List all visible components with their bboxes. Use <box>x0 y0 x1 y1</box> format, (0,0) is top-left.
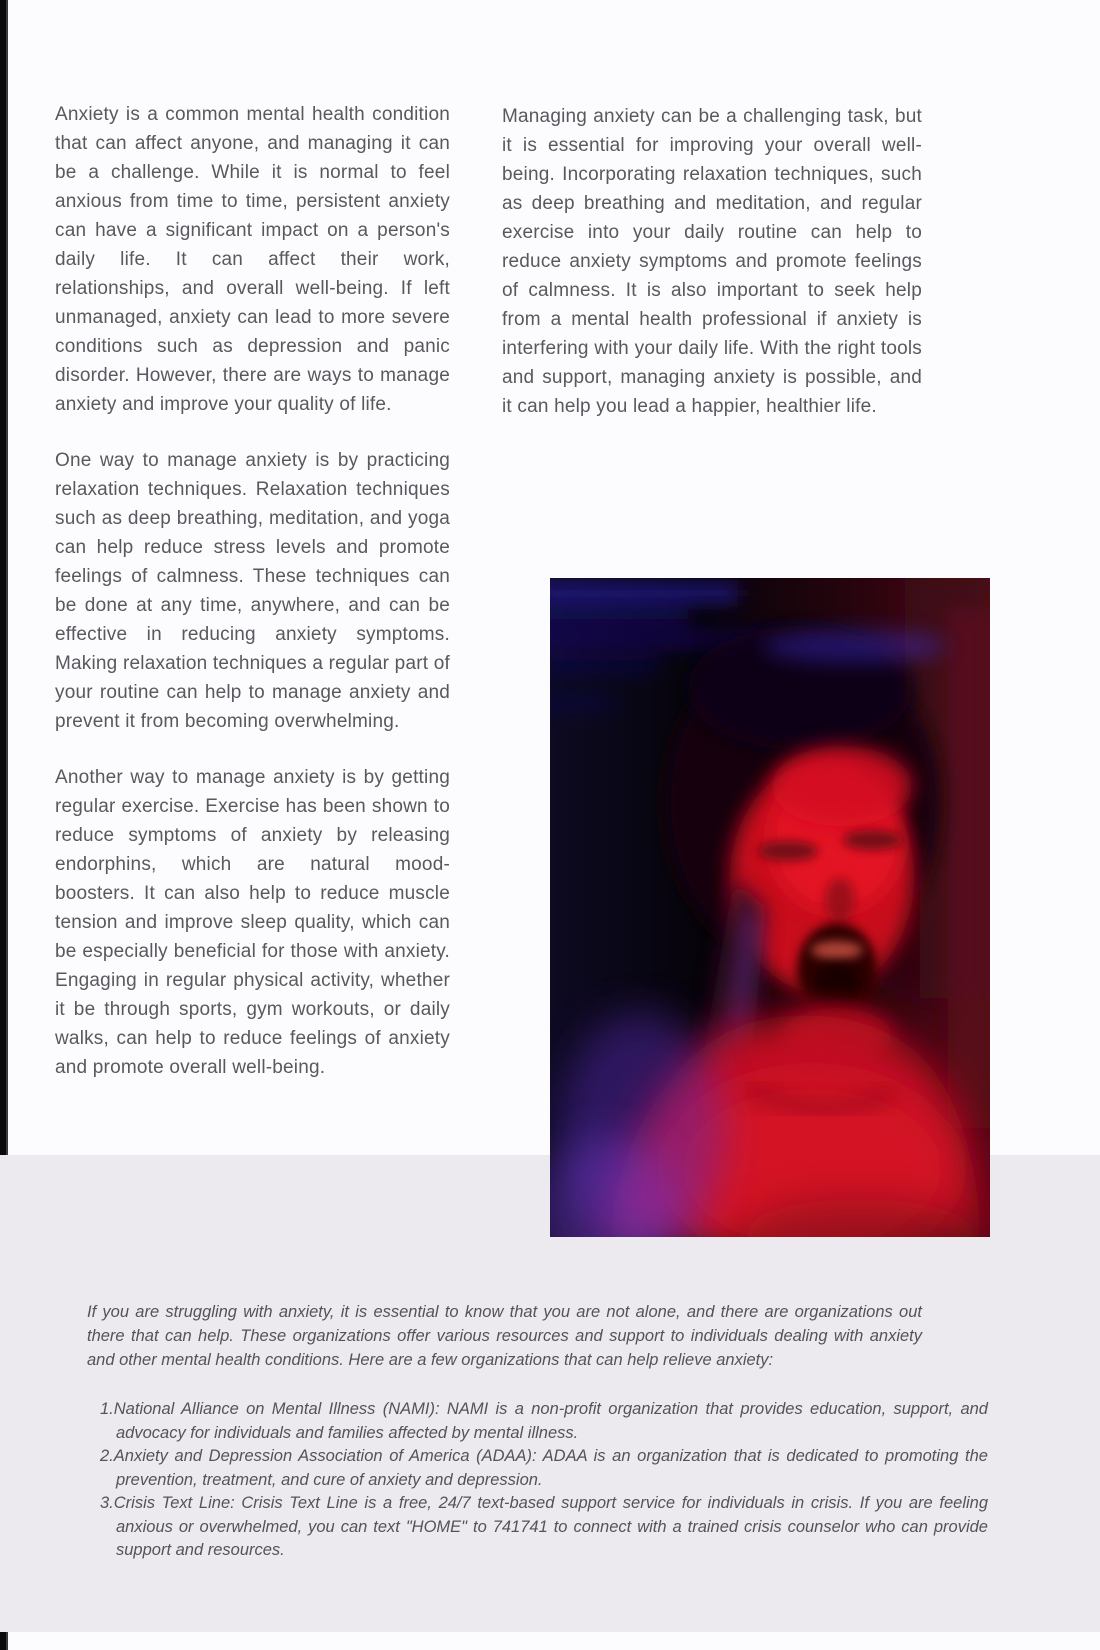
list-item-text: National Alliance on Mental Illness (NAMI): NAMI is a non-profit organization that provides education, support, and advocacy for individuals and families affected by mental illness. <box>113 1400 988 1442</box>
list-item-number: 2. <box>100 1447 114 1465</box>
photo-woman-screaming <box>550 578 990 1237</box>
list-item-text: Anxiety and Depression Association of America (ADAA): ADAA is an organization that is dedicated to promoting the prevention, treatment, and cure of anxiety and depression. <box>113 1447 988 1489</box>
list-item <box>100 1398 988 1445</box>
article-left-column <box>55 100 450 1109</box>
help-organizations-list <box>100 1398 988 1563</box>
list-item-text: Crisis Text Line: Crisis Text Line is a free, 24/7 text-based support service for individuals in crisis. If you are feeling anxious or overwhelmed, you can text "HOME" to 741741 to connect with a trained crisis counselor who can provide support and resources. <box>113 1494 988 1559</box>
article-right-column <box>502 102 922 448</box>
list-item <box>100 1445 988 1492</box>
article-paragraph: One way to manage anxiety is by practicing relaxation techniques. Relaxation techniques such as deep breathing, meditation, and yoga can help reduce stress levels and promote feelings of calmness. These techniques can be done at any time, anywhere, and can be effective in reducing anxiety symptoms. Making relaxation techniques a regular part of your routine can help to manage anxiety and prevent it from becoming overwhelming. <box>55 450 450 732</box>
list-item-number: 1. <box>100 1400 114 1418</box>
article-paragraph: Managing anxiety can be a challenging task, but it is essential for improving your overall well-being. Incorporating relaxation techniques, such as deep breathing and meditation, and regular exercise into your daily routine can help to reduce anxiety symptoms and promote feelings of calmness. It is also important to seek help from a mental health professional if anxiety is interfering with your daily life. With the right tools and support, managing anxiety is possible, and it can help you lead a happier, healthier life. <box>502 106 922 417</box>
article-paragraph: Anxiety is a common mental health condition that can affect anyone, and managing it can be a challenge. While it is normal to feel anxious from time to time, persistent anxiety can have a significant impact on a person's daily life. It can affect their work, relationships, and overall well-being. If left unmanaged, anxiety can lead to more severe conditions such as depression and panic disorder. However, there are ways to manage anxiety and improve your quality of life. <box>55 104 450 415</box>
list-item-number: 3. <box>100 1494 114 1512</box>
help-section-intro: If you are struggling with anxiety, it is essential to know that you are not alone, and there are organizations out there that can help. These organizations offer various resources and support to individuals dealing with anxiety and other mental health conditions. Here are a few organizations that can help relieve anxiety: <box>87 1303 922 1369</box>
article-paragraph: Another way to manage anxiety is by getting regular exercise. Exercise has been shown to reduce symptoms of anxiety by releasing endorphins, which are natural mood-boosters. It can also help to reduce muscle tension and improve sleep quality, which can be especially beneficial for those with anxiety. Engaging in regular physical activity, whether it be through sports, gym workouts, or daily walks, can help to reduce feelings of anxiety and promote overall well-being. <box>55 767 450 1078</box>
list-item <box>100 1492 988 1563</box>
